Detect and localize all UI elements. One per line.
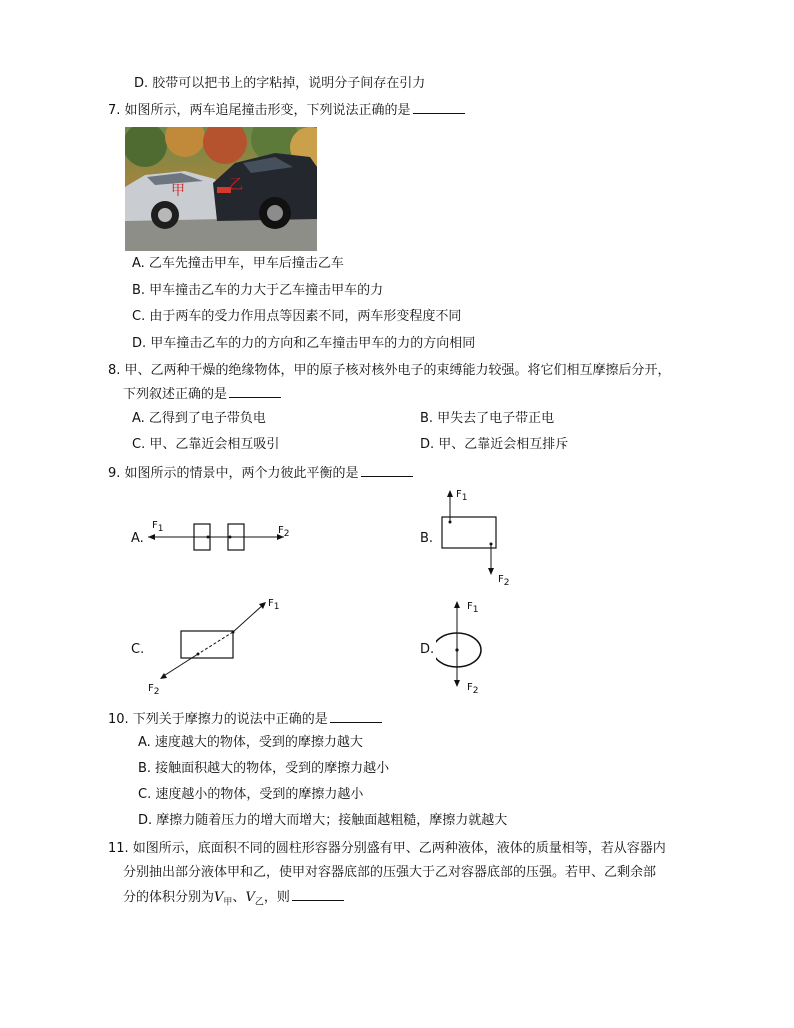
- force-label-f1: F1: [152, 520, 164, 534]
- q7-option-d: D. 甲车撞击乙车的力的方向和乙车撞击甲车的力的方向相同: [132, 336, 476, 351]
- force-label-f2: F2: [148, 683, 160, 697]
- force-label-f2: F2: [278, 525, 290, 539]
- photo-label-yi: 乙: [229, 177, 243, 193]
- answer-blank: [292, 888, 344, 901]
- q8-option-b: B. 甲失去了电子带正电: [420, 411, 555, 426]
- q7-option-a: A. 乙车先撞击甲车，甲车后撞击乙车: [132, 256, 344, 271]
- answer-blank: [229, 385, 281, 398]
- q9-stem: 9. 如图所示的情景中，两个力彼此平衡的是: [108, 464, 413, 483]
- q7-option-b: B. 甲车撞击乙车的力大于乙车撞击甲车的力: [132, 283, 384, 298]
- force-diagram-c: [146, 594, 296, 698]
- answer-blank: [413, 101, 465, 114]
- q7-stem: 7. 如图所示，两车追尾撞击形变，下列说法正确的是: [108, 101, 465, 120]
- force-label-f2: F2: [498, 574, 510, 588]
- q9-label-c: C.: [131, 642, 145, 657]
- q10-option-d: D. 摩擦力随着压力的增大而增大；接触面越粗糙，摩擦力就越大: [138, 813, 508, 828]
- q9-label-d: D.: [420, 642, 435, 657]
- force-label-f2: F2: [467, 682, 479, 696]
- q10-stem: 10. 下列关于摩擦力的说法中正确的是: [108, 710, 382, 729]
- force-label-f1: F1: [456, 489, 468, 503]
- q11-line1: 11. 如图所示，底面积不同的圆柱形容器分别盛有甲、乙两种液体，液体的质量相等，若从容器内: [108, 841, 666, 856]
- force-diagram-a: [146, 512, 306, 558]
- q10-option-a: A. 速度越大的物体，受到的摩擦力越大: [138, 735, 363, 750]
- q8-stem-line2: 下列叙述正确的是: [123, 385, 281, 404]
- q11-line3: 分的体积分别为$V_甲$、$V_乙$，则: [123, 888, 344, 912]
- answer-blank: [330, 710, 382, 723]
- car-collision-photo: [125, 127, 317, 251]
- force-diagram-d: [436, 594, 506, 698]
- q8-option-a: A. 乙得到了电子带负电: [132, 411, 266, 426]
- q8-option-d: D. 甲、乙靠近会相互排斥: [420, 437, 569, 452]
- q7-option-c: C. 由于两车的受力作用点等因素不同，两车形变程度不同: [132, 309, 462, 324]
- force-diagram-b: [436, 484, 526, 588]
- force-label-f1: F1: [268, 598, 280, 612]
- force-label-f1: F1: [467, 601, 479, 615]
- q10-option-b: B. 接触面积越大的物体，受到的摩擦力越小: [138, 761, 390, 776]
- q8-stem-line1: 8. 甲、乙两种干燥的绝缘物体，甲的原子核对核外电子的束缚能力较强。将它们相互摩擦后分开，: [108, 363, 671, 378]
- q11-line2: 分别抽出部分液体甲和乙，使甲对容器底部的压强大于乙对容器底部的压强。若甲、乙剩余部: [123, 865, 657, 880]
- q9-label-b: B.: [420, 531, 434, 546]
- q8-option-c: C. 甲、乙靠近会相互吸引: [132, 437, 280, 452]
- answer-blank: [361, 464, 413, 477]
- q10-option-c: C. 速度越小的物体，受到的摩擦力越小: [138, 787, 364, 802]
- q9-label-a: A.: [131, 531, 144, 546]
- photo-label-jia: 甲: [171, 183, 185, 199]
- q6-option-d: D. 胶带可以把书上的字粘掉，说明分子间存在引力: [134, 76, 426, 91]
